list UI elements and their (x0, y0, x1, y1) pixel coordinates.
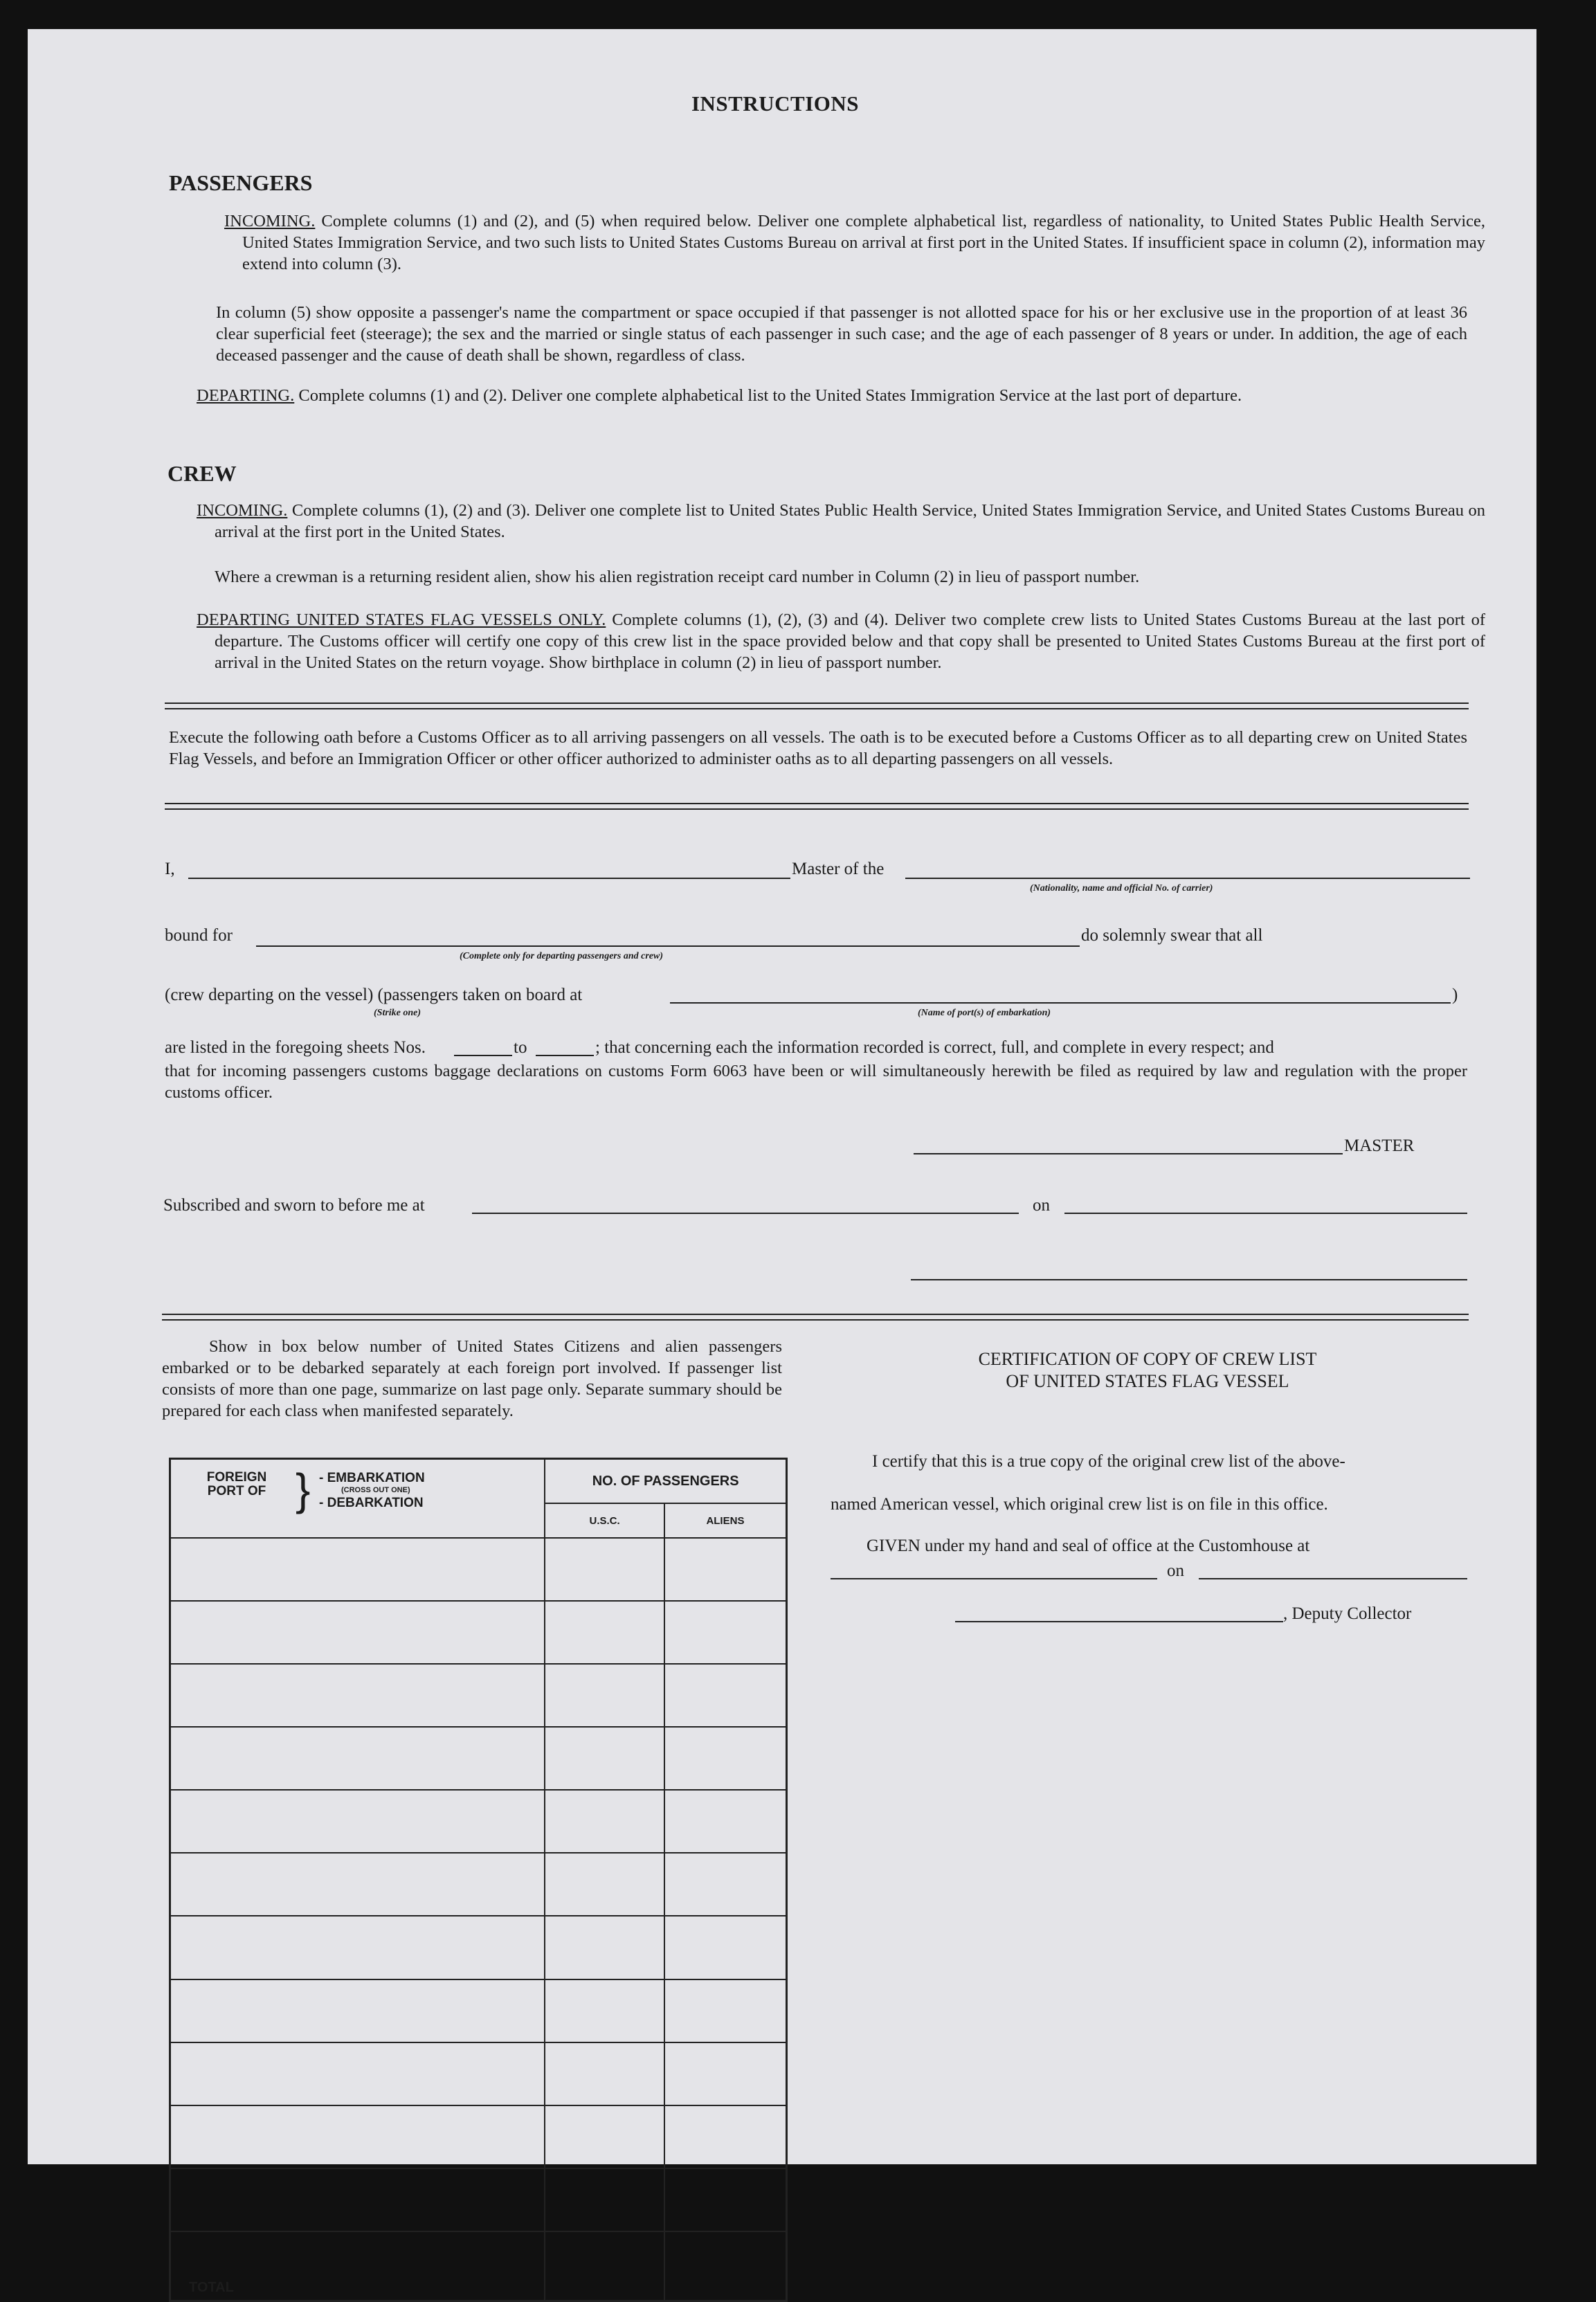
table-row (170, 1916, 787, 1979)
aliens-cell[interactable] (664, 2105, 787, 2168)
listed-prefix: are listed in the foregoing sheets Nos. (165, 1038, 426, 1057)
passengers-heading: PASSENGERS (169, 170, 313, 195)
aliens-header: ALIENS (664, 1503, 787, 1538)
master-label: MASTER (1344, 1136, 1415, 1155)
table-row (170, 2042, 787, 2105)
table-row (170, 1790, 787, 1853)
certify-line-2: named American vessel, which original crew list is on file in this office. (831, 1495, 1328, 1514)
usc-cell[interactable] (545, 2042, 664, 2105)
subscribed-on-label: on (1033, 1196, 1050, 1215)
usc-cell[interactable] (545, 1790, 664, 1853)
certification-title-line-2: OF UNITED STATES FLAG VESSEL (1006, 1371, 1289, 1391)
subscribed-date-line[interactable] (1064, 1213, 1467, 1214)
sheet-from-line[interactable] (454, 1055, 512, 1056)
to-label: to (514, 1038, 527, 1057)
close-paren: ) (1452, 986, 1458, 1004)
customhouse-line[interactable] (831, 1578, 1157, 1579)
sheet-to-line[interactable] (536, 1055, 594, 1056)
usc-cell[interactable] (545, 1664, 664, 1727)
total-label: TOTAL (170, 2231, 545, 2301)
table-row (170, 1664, 787, 1727)
aliens-cell[interactable] (664, 2168, 787, 2231)
certification-title-line-1: CERTIFICATION OF COPY OF CREW LIST (978, 1349, 1317, 1369)
usc-cell[interactable] (545, 2105, 664, 2168)
usc-cell[interactable] (545, 2168, 664, 2231)
divider-3 (162, 1314, 1469, 1321)
certification-on-label: on (1167, 1561, 1184, 1580)
port-cell[interactable] (170, 2105, 545, 2168)
aliens-cell[interactable] (664, 1979, 787, 2042)
port-cell[interactable] (170, 1664, 545, 1727)
crew-incoming-paragraph (197, 500, 1485, 543)
no-of-passengers-header: NO. OF PASSENGERS (545, 1459, 786, 1504)
table-row (170, 2105, 787, 2168)
divider-2 (165, 803, 1469, 810)
listed-line-2: that for incoming passengers customs baggage declarations on customs Form 6063 have been or will simultaneously herewith be filed as required by law and regulation with the proper customs officer. (165, 1062, 1467, 1102)
divider-1 (165, 703, 1469, 709)
passengers-departing-paragraph (197, 385, 1485, 406)
table-row (170, 1853, 787, 1916)
aliens-cell[interactable] (664, 1601, 787, 1664)
usc-cell[interactable] (545, 1727, 664, 1790)
instructions-title: INSTRUCTIONS (691, 91, 859, 116)
table-row (170, 1727, 787, 1790)
table-row (170, 1538, 787, 1601)
carrier-caption: (Nationality, name and official No. of carrier) (1030, 883, 1213, 894)
carrier-line[interactable] (905, 878, 1470, 879)
total-row (170, 2231, 787, 2301)
passengers-column5-paragraph: In column (5) show opposite a passenger's name the compartment or space occupied if that passenger is not allotted space for his or her exclusive use in the proportion of at least 36 clear superficial feet (steerage); the sex and the married or single status of each passenger in such case; and the age of each passenger of 8 years or under. In addition, the age of each deceased passenger and the cause of death shall be shown, regardless of class. (216, 303, 1467, 365)
foreign-port-of-label: FOREIGN PORT OF (206, 1470, 267, 1498)
port-cell[interactable] (170, 1979, 545, 2042)
deputy-signature-line[interactable] (955, 1621, 1283, 1622)
usc-header: U.S.C. (545, 1503, 664, 1538)
usc-cell[interactable] (545, 1853, 664, 1916)
passengers-incoming-lead: INCOMING. (224, 212, 316, 230)
port-cell[interactable] (170, 1790, 545, 1853)
port-cell[interactable] (170, 1727, 545, 1790)
aliens-cell[interactable] (664, 1664, 787, 1727)
certification-date-line[interactable] (1199, 1578, 1467, 1579)
master-of-the-label: Master of the (792, 860, 885, 878)
port-cell[interactable] (170, 2042, 545, 2105)
usc-total-cell[interactable] (545, 2231, 664, 2301)
passengers-incoming-paragraph (224, 210, 1485, 275)
crew-departing-text: Complete columns (1), (2), (3) and (4). Deliver two complete crew lists to United States Customs Bureau at the last port of departure. The Customs officer will certify one copy of this crew list in the space provided below and that copy shall be presented to United States Customs Bureau at the first port of arrival in the United States on the return voyage. Show birthplace in column (2) in lieu of passport number. (215, 610, 1486, 672)
table-row (170, 1979, 787, 2042)
subscribed-place-line[interactable] (472, 1213, 1019, 1214)
port-cell[interactable] (170, 1916, 545, 1979)
crew-departing-text-line: (crew departing on the vessel) (passengers taken on board at (165, 986, 583, 1004)
deputy-collector-label: , Deputy Collector (1283, 1604, 1412, 1623)
certify-line-1: I certify that this is a true copy of the original crew list of the above- (872, 1452, 1345, 1471)
table-row (170, 2168, 787, 2231)
officer-signature-line[interactable] (911, 1279, 1467, 1280)
crew-departing-paragraph (197, 609, 1485, 673)
passengers-departing-text: Complete columns (1) and (2). Deliver one complete alphabetical list to the United States Immigration Service at the last port of departure. (298, 386, 1242, 405)
aliens-cell[interactable] (664, 1538, 787, 1601)
given-text: GIVEN under my hand and seal of office at the Customhouse at (867, 1537, 1310, 1555)
strike-one-caption: (Strike one) (374, 1008, 421, 1018)
form-page (28, 29, 1536, 2295)
debarkation-label: - DEBARKATION (319, 1496, 424, 1510)
table-row (170, 1601, 787, 1664)
passenger-summary-table (169, 1458, 788, 2302)
crew-incoming-text: Complete columns (1), (2) and (3). Deliver one complete list to United States Public Health Service, United States Immigration Service, and United States Customs Bureau on arrival at the first port in the United States. (215, 501, 1485, 541)
aliens-cell[interactable] (664, 1790, 787, 1853)
usc-cell[interactable] (545, 1601, 664, 1664)
crew-heading: CREW (167, 461, 237, 486)
crew-incoming-lead: INCOMING. (197, 501, 288, 520)
bound-for-line[interactable] (256, 945, 1080, 947)
aliens-cell[interactable] (664, 2042, 787, 2105)
certification-title (826, 1348, 1469, 1393)
swear-text: do solemnly swear that all (1081, 926, 1263, 945)
cross-out-label: (CROSS OUT ONE) (341, 1486, 410, 1494)
usc-cell[interactable] (545, 1916, 664, 1979)
bound-for-caption: (Complete only for departing passengers and crew) (460, 951, 663, 961)
usc-cell[interactable] (545, 1538, 664, 1601)
master-name-line[interactable] (188, 878, 790, 879)
aliens-cell[interactable] (664, 1916, 787, 1979)
passengers-incoming-text: Complete columns (1) and (2), and (5) when required below. Deliver one complete alphabetical list, regardless of nationality, to United States Public Health Service, United States Immigration Service, and two such lists to United States Customs Bureau on arrival at first port in the United States. If insufficient space in column (2), information may extend into column (3). (242, 212, 1486, 273)
oath-i-label: I, (165, 860, 175, 878)
listed-line-1: ; that concerning each the information recorded is correct, full, and complete in every respect; and (595, 1038, 1274, 1057)
aliens-total-cell[interactable] (664, 2231, 787, 2301)
master-signature-line[interactable] (914, 1153, 1343, 1154)
brace-symbol: } (296, 1465, 311, 1514)
crew-resident-paragraph: Where a crewman is a returning resident alien, show his alien registration receipt card number in Column (2) in lieu of passport number. (215, 568, 1140, 586)
oath-instructions: Execute the following oath before a Customs Officer as to all arriving passengers on all vessels. The oath is to be executed before a Customs Officer as to all departing crew on United States Flag Vessels, and before an Immigration Officer or other officer authorized to administer oaths as to all departing passengers on all vessels. (169, 728, 1467, 768)
port-cell[interactable] (170, 1853, 545, 1916)
crew-departing-lead: DEPARTING UNITED STATES FLAG VESSELS ONLY. (197, 610, 606, 629)
port-cell[interactable] (170, 1538, 545, 1601)
aliens-cell[interactable] (664, 1853, 787, 1916)
aliens-cell[interactable] (664, 1727, 787, 1790)
bound-for-label: bound for (165, 926, 233, 945)
port-cell[interactable] (170, 2168, 545, 2231)
passengers-departing-lead: DEPARTING. (197, 386, 295, 405)
port-of-embarkation-line[interactable] (670, 1002, 1451, 1004)
port-header-cell (170, 1459, 545, 1539)
summary-instructions: Show in box below number of United States Citizens and alien passengers embarked or to be debarked separately at each foreign port involved. If passenger list consists of more than one page, summarize on last page only. Separate summary should be prepared for each class when manifested separately. (162, 1337, 782, 1420)
port-cell[interactable] (170, 1601, 545, 1664)
port-caption: (Name of port(s) of embarkation) (918, 1008, 1051, 1018)
usc-cell[interactable] (545, 1979, 664, 2042)
subscribed-label: Subscribed and sworn to before me at (163, 1196, 425, 1215)
embarkation-label: - EMBARKATION (319, 1471, 425, 1485)
